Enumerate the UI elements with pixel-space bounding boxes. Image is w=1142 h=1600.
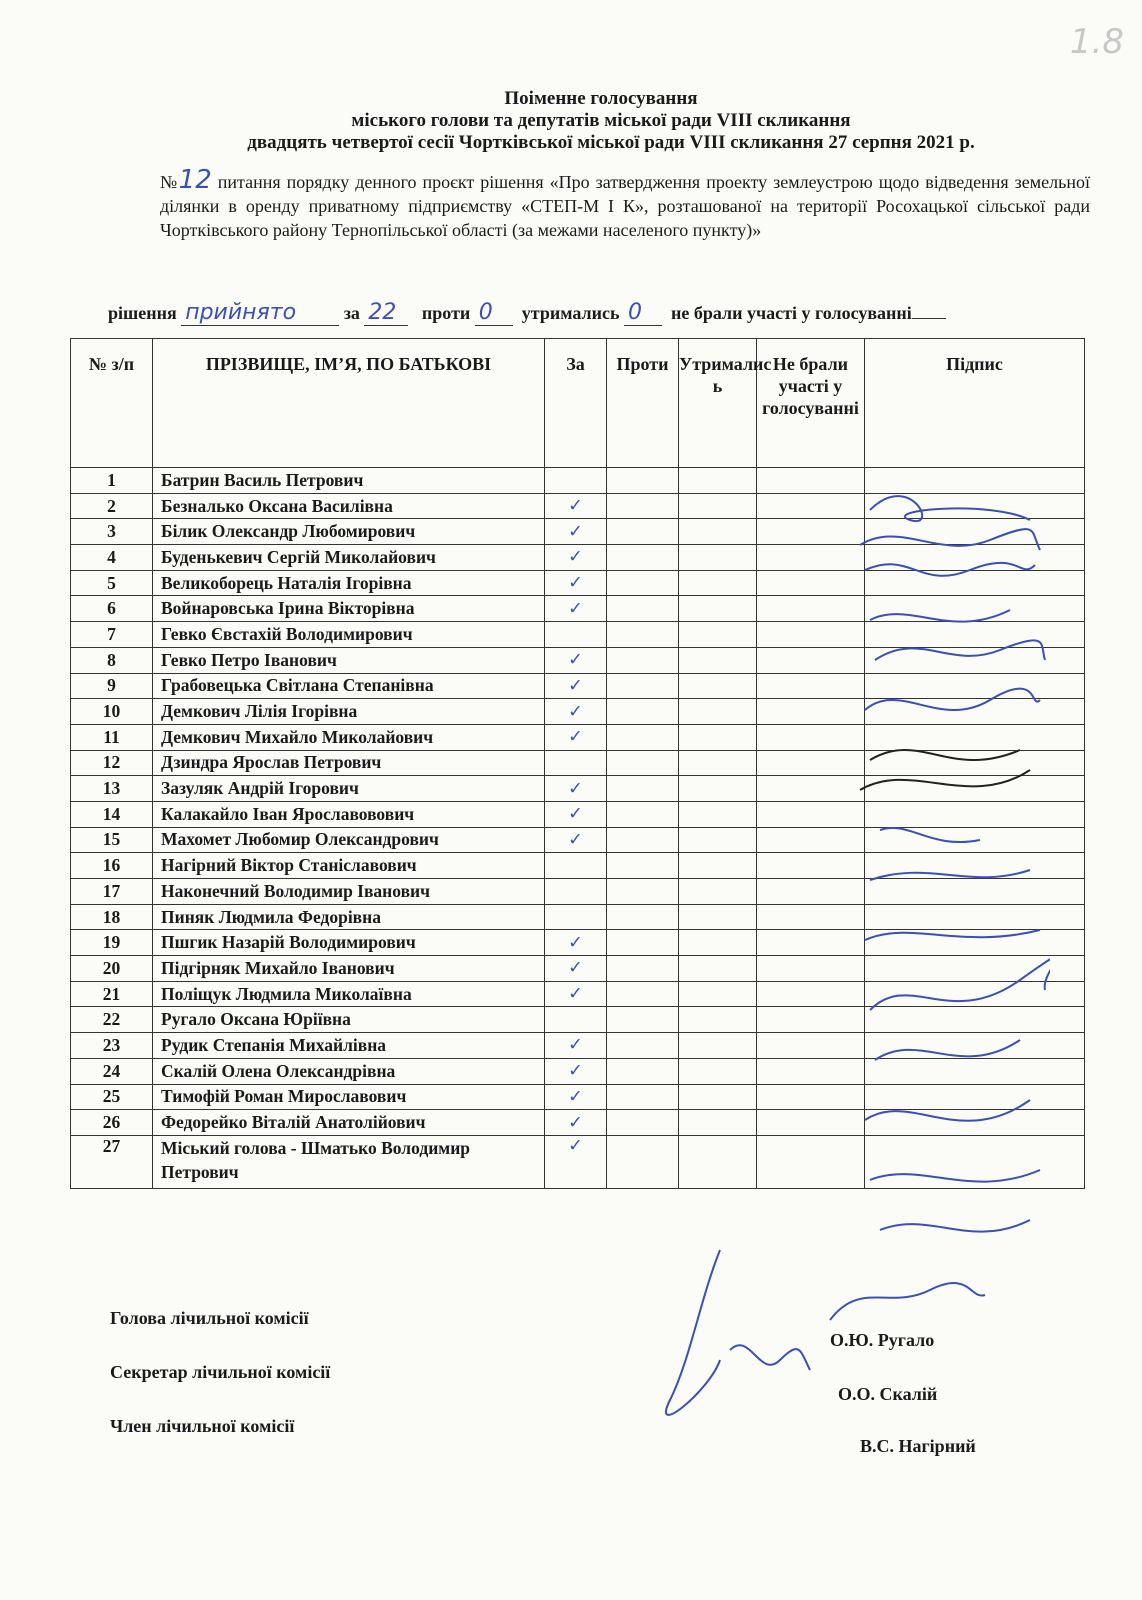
- row-proty: [607, 801, 679, 827]
- row-name: Гевко Євстахій Володимирович: [153, 622, 545, 648]
- row-number: 12: [71, 750, 153, 776]
- row-proty: [607, 750, 679, 776]
- proty-value: 0: [475, 300, 513, 326]
- row-proty: [607, 545, 679, 571]
- row-za: ✓: [545, 647, 607, 673]
- row-za: ✓: [545, 981, 607, 1007]
- row-ne: [757, 622, 865, 648]
- row-utr: [679, 981, 757, 1007]
- row-za: ✓: [545, 1110, 607, 1136]
- question-text: питання порядку денного проєкт рішення «Про затвердження проекту землеустрою щодо відведення земельної ділянки в оренду приватному підприємству «СТЕП-М І К», розташованої на території Росохацької сільської ради Чортківського району Тернопільської області (за межами населеного пункту)»: [160, 172, 1090, 240]
- header-proty: Проти: [607, 339, 679, 468]
- row-utr: [679, 1033, 757, 1059]
- question-number: 12: [178, 165, 212, 195]
- row-utr: [679, 776, 757, 802]
- row-za: [545, 904, 607, 930]
- row-number: 18: [71, 904, 153, 930]
- row-proty: [607, 570, 679, 596]
- row-ne: [757, 853, 865, 879]
- row-za: ✓: [545, 493, 607, 519]
- row-ne: [757, 647, 865, 673]
- doc-subtitle: міського голови та депутатів міської ради VIII скликання: [351, 110, 851, 131]
- row-za: [545, 879, 607, 905]
- row-ne: [757, 1135, 865, 1188]
- row-ne: [757, 724, 865, 750]
- header-signature: Підпис: [865, 339, 1085, 468]
- row-proty: [607, 647, 679, 673]
- row-za: ✓: [545, 724, 607, 750]
- row-proty: [607, 827, 679, 853]
- row-za: ✓: [545, 956, 607, 982]
- row-name: Махомет Любомир Олександрович: [153, 827, 545, 853]
- utr-value: 0: [624, 300, 662, 326]
- row-ne: [757, 930, 865, 956]
- row-ne: [757, 699, 865, 725]
- question-number-prefix: №: [160, 172, 179, 192]
- row-ne: [757, 570, 865, 596]
- za-label: за: [343, 303, 360, 323]
- row-name: Нагірний Віктор Станіславович: [153, 853, 545, 879]
- row-ne: [757, 904, 865, 930]
- row-ne: [757, 1033, 865, 1059]
- row-utr: [679, 545, 757, 571]
- row-name: Скалій Олена Олександрівна: [153, 1058, 545, 1084]
- row-utr: [679, 622, 757, 648]
- name-chair: О.Ю. Ругало: [830, 1330, 935, 1350]
- row-utr: [679, 596, 757, 622]
- row-name: Демкович Лілія Ігорівна: [153, 699, 545, 725]
- row-number: 11: [71, 724, 153, 750]
- row-number: 13: [71, 776, 153, 802]
- ne-blank: [912, 318, 946, 319]
- header-ne: Не брали участі у голосуванні: [757, 339, 865, 468]
- row-utr: [679, 699, 757, 725]
- row-ne: [757, 545, 865, 571]
- row-proty: [607, 981, 679, 1007]
- row-name: Войнаровська Ірина Вікторівна: [153, 596, 545, 622]
- header-za: За: [545, 339, 607, 468]
- row-ne: [757, 827, 865, 853]
- role-secretary: Секретар лічильної комісії: [110, 1362, 331, 1382]
- row-number: 25: [71, 1084, 153, 1110]
- row-name: Великоборець Наталія Ігорівна: [153, 570, 545, 596]
- row-proty: [607, 1058, 679, 1084]
- row-proty: [607, 622, 679, 648]
- row-utr: [679, 801, 757, 827]
- row-utr: [679, 904, 757, 930]
- row-ne: [757, 493, 865, 519]
- row-proty: [607, 1084, 679, 1110]
- row-proty: [607, 519, 679, 545]
- row-utr: [679, 853, 757, 879]
- row-utr: [679, 930, 757, 956]
- row-proty: [607, 673, 679, 699]
- row-name: Зазуляк Андрій Ігорович: [153, 776, 545, 802]
- row-utr: [679, 519, 757, 545]
- row-name: Дзиндра Ярослав Петрович: [153, 750, 545, 776]
- name-secretary: О.О. Скалій: [838, 1384, 938, 1404]
- doc-session: двадцять четвертої сесії Чортківської міської ради VIII скликання 27 серпня 2021 р.: [247, 132, 975, 153]
- row-number: 23: [71, 1033, 153, 1059]
- row-name: Федорейко Віталій Анатолійович: [153, 1110, 545, 1136]
- name-member: В.С. Нагірний: [860, 1436, 976, 1456]
- row-number: 3: [71, 519, 153, 545]
- row-za: ✓: [545, 801, 607, 827]
- row-name: Калакайло Іван Ярославовович: [153, 801, 545, 827]
- row-ne: [757, 468, 865, 494]
- row-number: 19: [71, 930, 153, 956]
- role-chair: Голова лічильної комісії: [110, 1308, 309, 1328]
- row-za: [545, 853, 607, 879]
- header-num: № з/п: [71, 339, 153, 468]
- row-za: ✓: [545, 1033, 607, 1059]
- row-proty: [607, 468, 679, 494]
- row-za: [545, 468, 607, 494]
- row-number: 4: [71, 545, 153, 571]
- row-proty: [607, 1135, 679, 1188]
- row-utr: [679, 750, 757, 776]
- row-za: ✓: [545, 1135, 607, 1188]
- row-ne: [757, 1084, 865, 1110]
- row-utr: [679, 673, 757, 699]
- row-proty: [607, 904, 679, 930]
- row-utr: [679, 879, 757, 905]
- row-za: ✓: [545, 545, 607, 571]
- row-name: Ругало Оксана Юріївна: [153, 1007, 545, 1033]
- row-proty: [607, 1007, 679, 1033]
- row-number: 1: [71, 468, 153, 494]
- proty-label: проти: [421, 303, 471, 323]
- row-number: 17: [71, 879, 153, 905]
- row-number: 26: [71, 1110, 153, 1136]
- row-name: Грабовецька Світлана Степанівна: [153, 673, 545, 699]
- row-number: 14: [71, 801, 153, 827]
- signatures: [850, 470, 1050, 1250]
- row-name: Поліщук Людмила Миколаївна: [153, 981, 545, 1007]
- row-name: Білик Олександр Любомирович: [153, 519, 545, 545]
- row-proty: [607, 956, 679, 982]
- row-ne: [757, 956, 865, 982]
- row-utr: [679, 956, 757, 982]
- row-utr: [679, 647, 757, 673]
- row-proty: [607, 699, 679, 725]
- row-ne: [757, 519, 865, 545]
- row-za: ✓: [545, 930, 607, 956]
- row-name: Рудик Степанія Михайлівна: [153, 1033, 545, 1059]
- ne-label: не брали участі у голосуванні: [671, 303, 912, 323]
- row-ne: [757, 750, 865, 776]
- decision-line: [108, 300, 946, 326]
- row-name: Наконечний Володимир Іванович: [153, 879, 545, 905]
- row-za: ✓: [545, 570, 607, 596]
- row-number: 16: [71, 853, 153, 879]
- row-za: ✓: [545, 519, 607, 545]
- row-name: Батрин Василь Петрович: [153, 468, 545, 494]
- row-proty: [607, 596, 679, 622]
- row-name: Буденькевич Сергій Миколайович: [153, 545, 545, 571]
- row-ne: [757, 981, 865, 1007]
- row-za: [545, 750, 607, 776]
- row-utr: [679, 1058, 757, 1084]
- row-utr: [679, 1110, 757, 1136]
- row-number: 8: [71, 647, 153, 673]
- row-number: 20: [71, 956, 153, 982]
- row-proty: [607, 930, 679, 956]
- row-ne: [757, 879, 865, 905]
- page-corner-mark: 1.8: [1069, 22, 1124, 62]
- row-name: Пшгик Назарій Володимирович: [153, 930, 545, 956]
- row-ne: [757, 801, 865, 827]
- row-za: ✓: [545, 699, 607, 725]
- header-name: ПРІЗВИЩЕ, ІМ’Я, ПО БАТЬКОВІ: [153, 339, 545, 468]
- row-proty: [607, 724, 679, 750]
- row-za: ✓: [545, 1084, 607, 1110]
- row-ne: [757, 596, 865, 622]
- row-utr: [679, 1084, 757, 1110]
- row-name: Підгірняк Михайло Іванович: [153, 956, 545, 982]
- row-number: 6: [71, 596, 153, 622]
- row-ne: [757, 776, 865, 802]
- row-number: 24: [71, 1058, 153, 1084]
- row-za: [545, 622, 607, 648]
- row-name: Тимофій Роман Мирославович: [153, 1084, 545, 1110]
- row-number: 2: [71, 493, 153, 519]
- row-ne: [757, 1007, 865, 1033]
- row-utr: [679, 468, 757, 494]
- row-za: ✓: [545, 673, 607, 699]
- row-ne: [757, 673, 865, 699]
- header-utr: Утрималис ь: [679, 339, 757, 468]
- row-utr: [679, 827, 757, 853]
- row-name: Міський голова - Шматько Володимир Петрович: [153, 1135, 545, 1188]
- za-value: 22: [364, 300, 408, 326]
- row-ne: [757, 1110, 865, 1136]
- row-name: Безналько Оксана Василівна: [153, 493, 545, 519]
- utr-label: утримались: [521, 303, 620, 323]
- row-za: ✓: [545, 1058, 607, 1084]
- decision-label: рішення: [108, 303, 177, 323]
- row-proty: [607, 1033, 679, 1059]
- row-name: Пиняк Людмила Федорівна: [153, 904, 545, 930]
- row-number: 22: [71, 1007, 153, 1033]
- doc-title: Поіменне голосування: [504, 88, 698, 109]
- row-za: ✓: [545, 827, 607, 853]
- row-utr: [679, 493, 757, 519]
- row-number: 15: [71, 827, 153, 853]
- table-header-row: [71, 339, 1085, 468]
- row-number: 9: [71, 673, 153, 699]
- row-proty: [607, 1110, 679, 1136]
- row-ne: [757, 1058, 865, 1084]
- row-number: 5: [71, 570, 153, 596]
- role-member: Член лічильної комісії: [110, 1416, 295, 1436]
- row-name: Гевко Петро Іванович: [153, 647, 545, 673]
- row-za: ✓: [545, 776, 607, 802]
- row-name: Демкович Михайло Миколайович: [153, 724, 545, 750]
- row-number: 7: [71, 622, 153, 648]
- row-utr: [679, 724, 757, 750]
- row-utr: [679, 570, 757, 596]
- row-utr: [679, 1135, 757, 1188]
- row-proty: [607, 879, 679, 905]
- decision-value: прийнято: [181, 300, 339, 326]
- row-utr: [679, 1007, 757, 1033]
- row-number: 21: [71, 981, 153, 1007]
- row-proty: [607, 776, 679, 802]
- question-paragraph: [160, 165, 1090, 242]
- row-number: 10: [71, 699, 153, 725]
- row-za: [545, 1007, 607, 1033]
- row-proty: [607, 493, 679, 519]
- row-number: 27: [71, 1135, 153, 1188]
- row-za: ✓: [545, 596, 607, 622]
- row-proty: [607, 853, 679, 879]
